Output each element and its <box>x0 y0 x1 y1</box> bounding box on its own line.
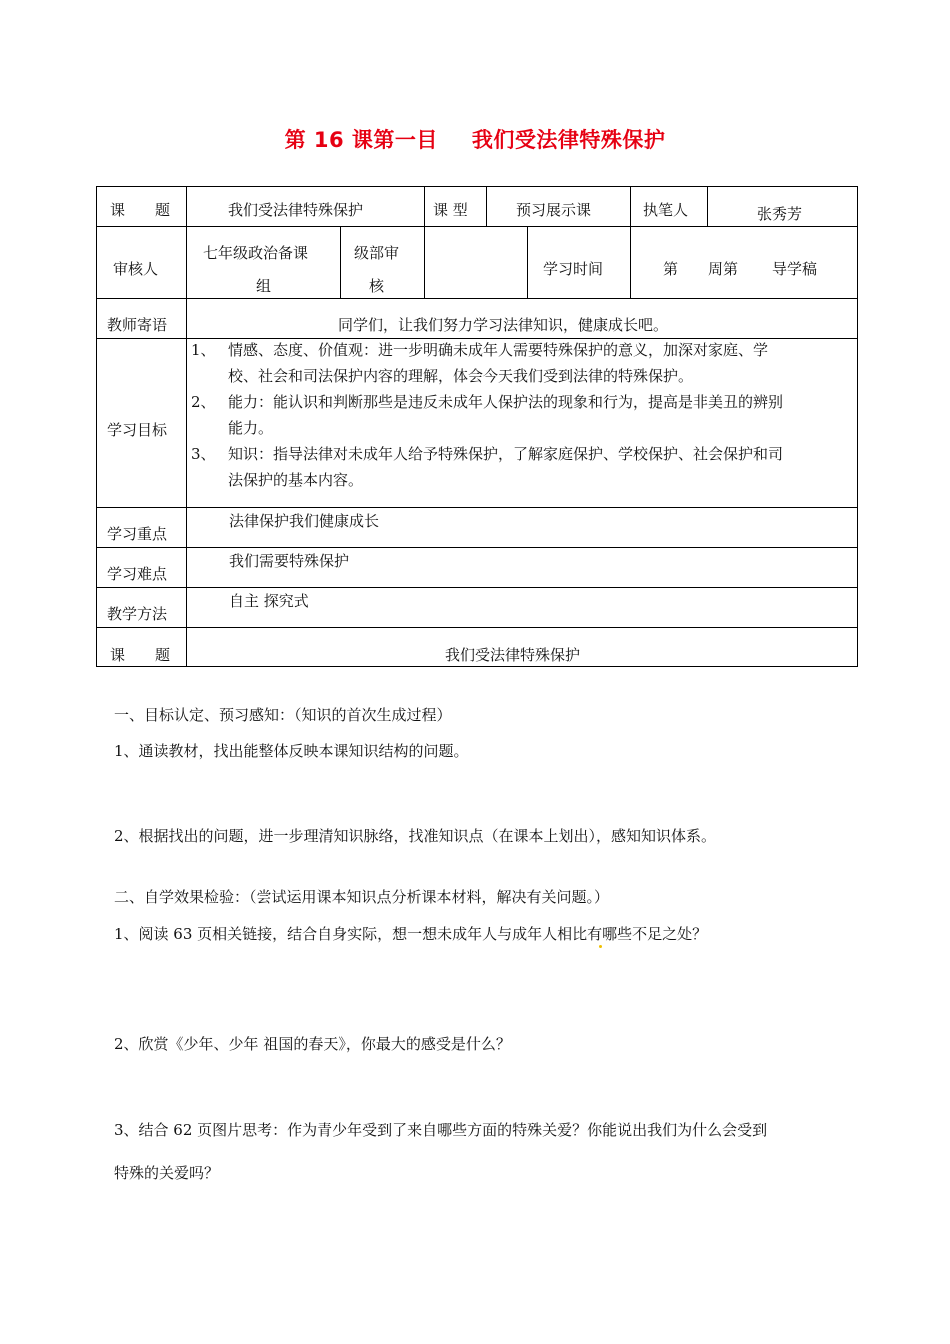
section-2-heading: 二、自学效果检验：（尝试运用课本知识点分析课本材料，解决有关问题。） <box>114 888 610 906</box>
topic-label-bottom: 课 题 <box>110 646 171 664</box>
difficulty-label: 学习难点 <box>107 565 168 583</box>
reviewer-value-line2: 组 <box>256 277 272 295</box>
learning-goal-item <box>191 389 857 441</box>
teaching-method-text: 自主 探究式 <box>229 592 309 610</box>
grade-review-label-line2: 核 <box>369 277 385 295</box>
section-2-question-3-line2: 特殊的关爱吗？ <box>114 1164 220 1182</box>
learning-goal-item <box>191 337 857 389</box>
goal-line: 知识：指导法律对未成年人给予特殊保护，了解家庭保护、学校保护、社会保护和司 <box>228 445 784 463</box>
section-1-question-2: 2、根据找出的问题，进一步理清知识脉络，找准知识点（在课本上划出），感知知识体系。 <box>114 827 717 845</box>
goal-number: 2、 <box>191 393 216 411</box>
reviewer-value-line1: 七年级政治备课 <box>203 244 309 262</box>
key-point-label: 学习重点 <box>107 525 168 543</box>
goal-line: 能力。 <box>228 419 274 437</box>
learning-goals-list <box>191 337 857 493</box>
goal-line: 法保护的基本内容。 <box>228 471 364 489</box>
teacher-message-text: 同学们，让我们努力学习法律知识，健康成长吧。 <box>338 316 669 334</box>
page-title-topic: 我们受法律特殊保护 <box>471 128 666 152</box>
section-1-heading: 一、目标认定、预习感知：（知识的首次生成过程） <box>114 706 452 724</box>
learning-goals-label: 学习目标 <box>107 421 168 439</box>
goal-number: 3、 <box>191 445 216 463</box>
key-point-text: 法律保护我们健康成长 <box>229 512 380 530</box>
goal-number: 1、 <box>191 341 216 359</box>
page-title-lesson: 第 16 课第一目 <box>284 128 438 152</box>
grade-review-label-line1: 级部审 <box>354 244 400 262</box>
author-label: 执笔人 <box>643 201 689 219</box>
goal-line: 校、社会和司法保护内容的理解，体会今天我们受到法律的特殊保护。 <box>228 367 694 385</box>
difficulty-text: 我们需要特殊保护 <box>229 552 350 570</box>
learning-goal-item <box>191 441 857 493</box>
lesson-type-label: 课 型 <box>433 201 468 219</box>
topic-value: 我们受法律特殊保护 <box>228 201 364 219</box>
section-2-question-3-line1: 3、结合 62 页图片思考：作为青少年受到了来自哪些方面的特殊关爱？你能说出我们为什么会受到 <box>114 1121 768 1139</box>
study-time-doc: 导学稿 <box>772 260 818 278</box>
study-time-week: 第 周第 <box>663 260 739 278</box>
goal-line: 能力：能认识和判断那些是违反未成年人保护法的现象和行为，提高是非美丑的辨别 <box>228 393 784 411</box>
teacher-message-label: 教师寄语 <box>107 316 168 334</box>
section-2-question-2: 2、欣赏《少年、少年 祖国的春天》，你最大的感受是什么？ <box>114 1035 511 1053</box>
study-time-label: 学习时间 <box>543 260 604 278</box>
topic-value-bottom: 我们受法律特殊保护 <box>445 646 581 664</box>
section-1-question-1: 1、通读教材，找出能整体反映本课知识结构的问题。 <box>114 742 469 760</box>
topic-label: 课 题 <box>110 201 171 219</box>
page-title <box>0 124 950 154</box>
author-value: 张秀芳 <box>757 205 803 223</box>
teaching-method-label: 教学方法 <box>107 605 168 623</box>
stray-mark <box>599 945 602 948</box>
reviewer-label: 审核人 <box>113 260 159 278</box>
goal-line: 情感、态度、价值观：进一步明确未成年人需要特殊保护的意义，加深对家庭、学 <box>228 341 769 359</box>
lesson-type-value: 预习展示课 <box>516 201 592 219</box>
section-2-question-1: 1、阅读 63 页相关链接，结合自身实际，想一想未成年人与成年人相比有哪些不足之处？ <box>114 925 708 943</box>
